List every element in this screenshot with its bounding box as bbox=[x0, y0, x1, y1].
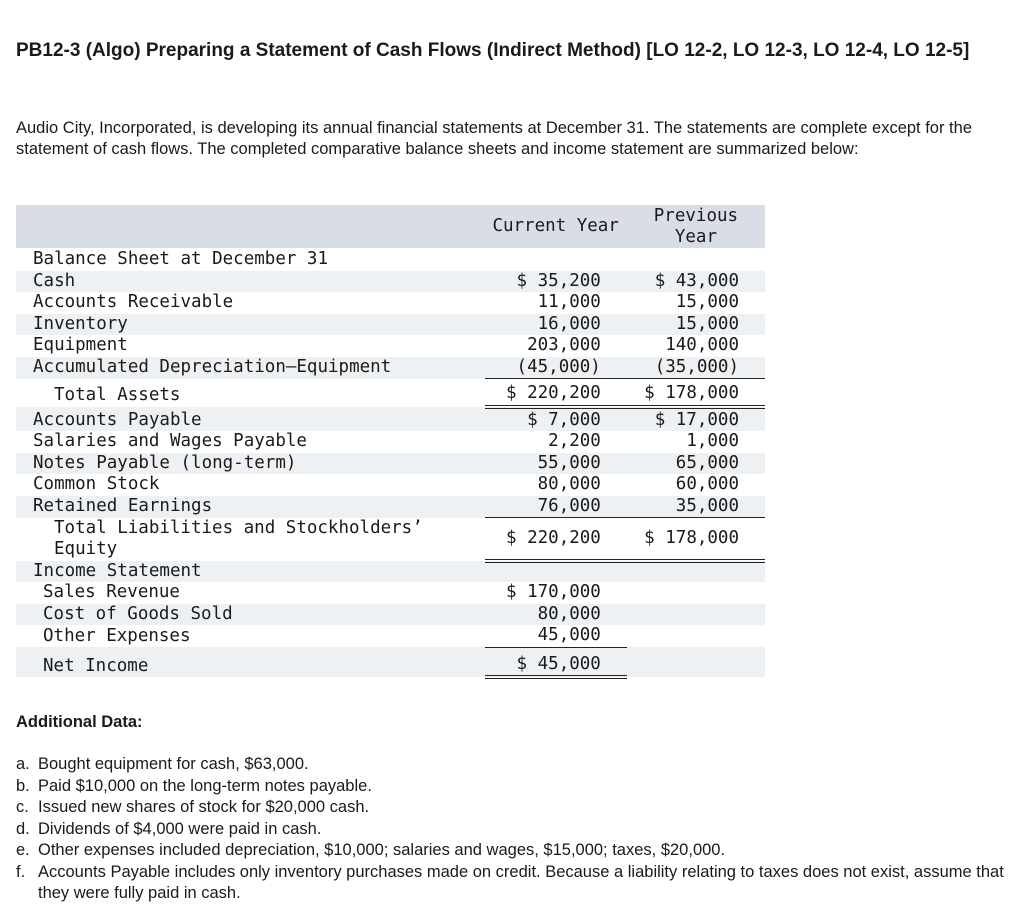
list-marker: c. bbox=[16, 798, 29, 816]
list-text: Paid $10,000 on the long-term notes payable. bbox=[38, 776, 372, 795]
list-marker: f. bbox=[16, 862, 26, 881]
additional-data-heading: Additional Data: bbox=[16, 713, 143, 731]
table-row-total-assets bbox=[16, 379, 765, 407]
previous-value: (35,000) bbox=[654, 356, 739, 377]
table-row-net-income bbox=[16, 647, 765, 677]
section-label: Income Statement bbox=[16, 561, 485, 583]
current-value: $ 7,000 bbox=[527, 409, 601, 430]
previous-value: $ 178,000 bbox=[644, 527, 739, 548]
table-row bbox=[16, 453, 765, 475]
previous-value: 35,000 bbox=[675, 495, 739, 516]
list-text: Accounts Payable includes only inventory purchases made on credit. Because a liability relating to taxes does not exist, assume that they were fully paid in cash. bbox=[38, 862, 1004, 902]
list-marker: b. bbox=[16, 776, 30, 795]
current-value: 80,000 bbox=[537, 603, 601, 624]
previous-value: $ 178,000 bbox=[644, 383, 739, 403]
financial-statements-table bbox=[16, 205, 765, 679]
current-value: 55,000 bbox=[537, 452, 601, 473]
table-row bbox=[16, 357, 765, 379]
header-previous-line1: Previous bbox=[653, 205, 739, 226]
header-blank bbox=[16, 205, 485, 248]
list-text: Other expenses included depreciation, $10,000; salaries and wages, $15,000; taxes, $20,000. bbox=[38, 841, 726, 859]
row-label: Accounts Receivable bbox=[33, 292, 234, 312]
row-label: Notes Payable (long-term) bbox=[16, 453, 485, 475]
list-text: Dividends of $4,000 were paid in cash. bbox=[38, 819, 322, 838]
row-label: Cash bbox=[16, 271, 485, 293]
row-label: Total Assets bbox=[54, 385, 181, 405]
list-text: Bought equipment for cash, $63,000. bbox=[38, 755, 309, 773]
section-row-balance-sheet bbox=[16, 248, 765, 271]
previous-value: 65,000 bbox=[675, 452, 739, 473]
list-item bbox=[16, 776, 1016, 798]
previous-value: $ 43,000 bbox=[654, 270, 739, 291]
current-value: 2,200 bbox=[548, 431, 601, 451]
list-item bbox=[16, 819, 1016, 841]
row-label: Cost of Goods Sold bbox=[16, 604, 485, 626]
list-item bbox=[16, 797, 1016, 819]
list-text: Issued new shares of stock for $20,000 cash. bbox=[38, 798, 370, 816]
list-item bbox=[16, 840, 1016, 862]
table-row bbox=[16, 271, 765, 293]
current-value: $ 45,000 bbox=[516, 653, 601, 674]
row-label: Equipment bbox=[33, 335, 128, 355]
row-label: Inventory bbox=[16, 314, 485, 336]
previous-value: 140,000 bbox=[665, 335, 739, 355]
table-row bbox=[16, 407, 765, 432]
header-previous-year bbox=[627, 205, 765, 248]
table-row bbox=[16, 604, 765, 626]
current-value: 203,000 bbox=[527, 335, 601, 355]
list-marker: d. bbox=[16, 819, 30, 838]
list-item bbox=[16, 754, 1016, 776]
table-row bbox=[16, 431, 765, 453]
previous-value: $ 17,000 bbox=[654, 409, 739, 430]
section-label: Balance Sheet at December 31 bbox=[33, 249, 329, 269]
table-header-row bbox=[16, 205, 765, 248]
problem-title: PB12-3 (Algo) Preparing a Statement of Cash Flows (Indirect Method) [LO 12-2, LO 12-3, LO 12-4, LO 12-5] bbox=[16, 40, 970, 61]
previous-value: 1,000 bbox=[686, 431, 739, 451]
table-row bbox=[16, 582, 765, 604]
table-row bbox=[16, 314, 765, 336]
row-label: Common Stock bbox=[33, 474, 160, 494]
list-marker: a. bbox=[16, 755, 30, 773]
current-value: 76,000 bbox=[537, 495, 601, 516]
row-label: Retained Earnings bbox=[16, 496, 485, 518]
row-label: Sales Revenue bbox=[43, 582, 180, 602]
current-value: 11,000 bbox=[537, 292, 601, 312]
list-marker: e. bbox=[16, 841, 30, 859]
row-label: Other Expenses bbox=[43, 625, 191, 646]
row-label: Salaries and Wages Payable bbox=[33, 431, 307, 451]
table-row-total-liabilities bbox=[16, 518, 765, 561]
previous-value: 15,000 bbox=[675, 313, 739, 334]
list-item bbox=[16, 862, 1016, 905]
row-label: Net Income bbox=[16, 647, 485, 677]
table-row bbox=[16, 496, 765, 518]
row-label: Total Liabilities and Stockholders’ Equity bbox=[54, 517, 423, 559]
table-row bbox=[16, 625, 765, 647]
current-value: 80,000 bbox=[537, 474, 601, 494]
header-current-year: Current Year bbox=[485, 205, 627, 248]
current-value: $ 220,200 bbox=[506, 383, 601, 403]
current-value: $ 170,000 bbox=[506, 582, 601, 602]
current-value: $ 220,200 bbox=[506, 527, 601, 548]
current-value: $ 35,200 bbox=[516, 270, 601, 291]
row-label: Accumulated Depreciation–Equipment bbox=[16, 357, 485, 379]
current-value: (45,000) bbox=[516, 356, 601, 377]
current-value: 16,000 bbox=[537, 313, 601, 334]
row-label: Accounts Payable bbox=[16, 407, 485, 432]
additional-data-list bbox=[16, 754, 1016, 905]
current-value: 45,000 bbox=[537, 625, 601, 645]
section-row-income-statement bbox=[16, 561, 765, 583]
previous-value: 15,000 bbox=[675, 292, 739, 312]
table-row bbox=[16, 335, 765, 357]
table-row bbox=[16, 474, 765, 496]
intro-paragraph: Audio City, Incorporated, is developing its annual financial statements at December 31. The statements are complete except for the statement of cash flows. The completed comparative balance sheets and income statement are summarized below: bbox=[16, 119, 972, 158]
previous-value: 60,000 bbox=[675, 474, 739, 494]
header-previous-line2: Year bbox=[674, 226, 717, 247]
table-row bbox=[16, 292, 765, 314]
